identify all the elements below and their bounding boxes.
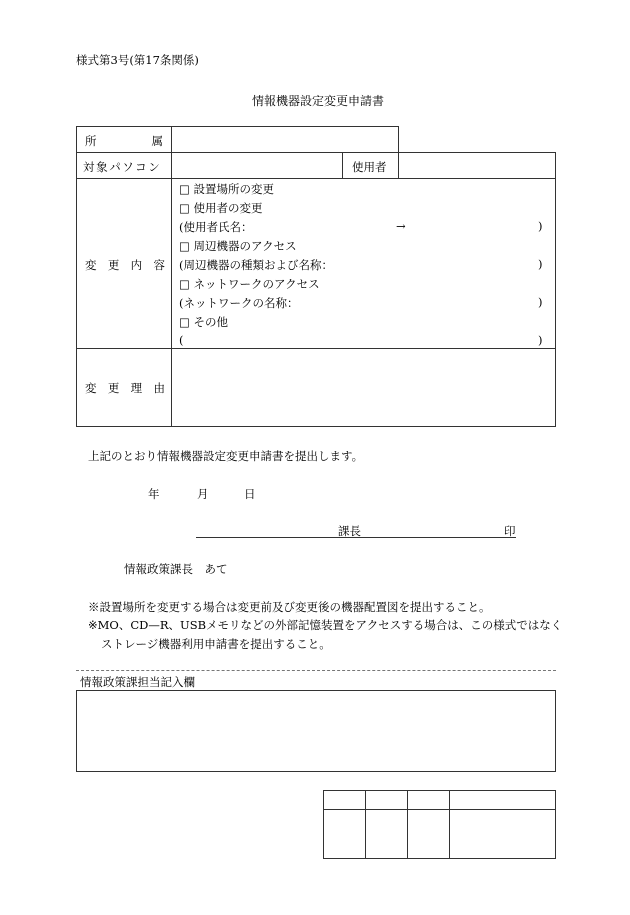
user-label: 使用者 [352,160,387,174]
form-number: 様式第3号(第17条関係) [76,53,199,67]
signature-line[interactable] [196,537,516,538]
target-pc-label: 対象パソコン [83,160,162,174]
user-field[interactable] [398,152,556,179]
approval-grid-frame [323,790,556,859]
affiliation-label-char: 属 [151,134,163,148]
affiliation-field[interactable] [171,126,399,153]
note-1: ※設置場所を変更する場合は変更前及び変更後の機器配置図を提出すること。 [88,600,491,614]
change-content-label-char: 容 [153,258,165,272]
change-content-label-char: 内 [130,258,143,272]
close-paren: ) [538,295,543,309]
signer-title: 課長 [338,524,361,538]
note-2: ※MO、CD—R、USBメモリなどの外部記憶装置をアクセスする場合は、この様式ではなく [88,618,563,632]
close-paren: ) [538,257,543,271]
approval-grid-divider [323,809,556,810]
target-pc-field[interactable] [171,152,343,179]
approval-grid-divider [407,790,408,859]
approval-grid-divider [449,790,450,859]
change-content-label-cell [76,178,172,349]
document-title: 情報機器設定変更申請書 [252,94,385,108]
change-content-label-char: 更 [107,258,120,272]
change-reason-label-char: 理 [130,381,143,395]
seal-mark: 印 [504,524,516,538]
network-name-line: (ネットワークの名称： [179,296,299,310]
change-reason-label-char: 変 [85,381,97,395]
change-reason-label-char: 由 [153,381,165,395]
option-other[interactable]: □ その他 [179,315,229,329]
other-detail-line: ( [179,333,184,347]
change-content-cell [171,178,556,349]
option-peripheral-access[interactable]: □ 周辺機器のアクセス [179,239,297,253]
close-paren: ) [538,219,543,233]
user-label-cell [342,152,399,179]
date-month: 月 [197,487,209,501]
option-user-change[interactable]: □ 使用者の変更 [179,201,263,215]
submission-statement: 上記のとおり情報機器設定変更申請書を提出します。 [88,449,364,463]
note-2-continued: ストレージ機器利用申請書を提出すること。 [101,637,331,651]
office-entry-box[interactable] [76,690,556,772]
date-day: 日 [244,487,256,501]
affiliation-label-cell [76,126,172,153]
affiliation-label-char: 所 [85,134,97,148]
target-pc-label-cell [76,152,172,179]
arrow-icon: → [396,219,406,233]
change-reason-label-cell [76,348,172,427]
change-reason-field[interactable] [171,348,556,427]
option-network-access[interactable]: □ ネットワークのアクセス [179,277,320,291]
change-content-label-char: 変 [85,258,97,272]
change-reason-label-char: 更 [107,381,120,395]
option-location-change[interactable]: □ 設置場所の変更 [179,182,275,196]
cut-line [76,670,556,671]
peripheral-name-line: (周辺機器の種類および名称： [179,258,333,272]
addressee: 情報政策課長 あて [124,562,228,576]
approval-grid-divider [365,790,366,859]
close-paren: ) [538,333,543,347]
user-name-line: (使用者氏名： [179,220,253,234]
date-year: 年 [148,487,160,501]
office-section-label: 情報政策課担当記入欄 [80,675,195,689]
